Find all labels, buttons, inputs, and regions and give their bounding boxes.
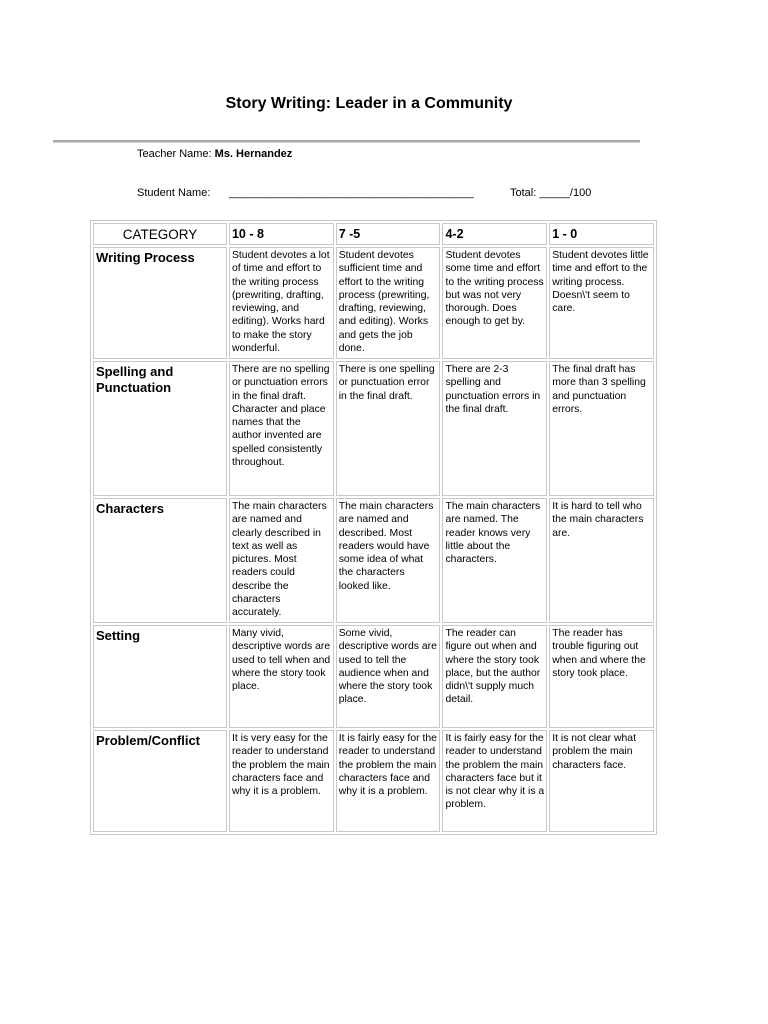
category-setting: Setting [93,625,227,728]
header-category: CATEGORY [93,223,227,245]
header-score-7-5: 7 -5 [336,223,441,245]
table-cell: Student devotes some time and effort to the writing process but was not very thorough. Does enough to get by. [442,247,547,359]
table-cell: There is one spelling or punctuation error in the final draft. [336,361,441,496]
table-cell: There are no spelling or punctuation errors in the final draft. Character and place names that the author invented are spelled consistently throughout. [229,361,334,496]
table-row [93,361,654,496]
category-characters: Characters [93,498,227,623]
table-row [93,247,654,359]
student-name-blank: ________________________________________ [229,187,474,199]
teacher-name-line [137,148,292,160]
table-cell: The main characters are named and clearly described in text as well as pictures. Most readers could describe the characters accurately. [229,498,334,623]
teacher-name: Ms. Hernandez [214,148,293,160]
category-writing-process: Writing Process [93,247,227,359]
table-cell: It is not clear what problem the main characters face. [549,730,654,832]
table-cell: The main characters are named and described. Most readers would have some idea of what the characters looked like. [336,498,441,623]
table-cell: Student devotes sufficient time and effort to the writing process (prewriting, drafting, reviewing, and editing). Works and gets the job done. [336,247,441,359]
table-cell: The final draft has more than 3 spelling and punctuation errors. [549,361,654,496]
table-row [93,625,654,728]
header-score-4-2: 4-2 [442,223,547,245]
table-cell: There are 2-3 spelling and punctuation errors in the final draft. [442,361,547,496]
category-problem-conflict: Problem/Conflict [93,730,227,832]
table-cell: The main characters are named. The reader knows very little about the characters. [442,498,547,623]
table-cell: It is fairly easy for the reader to understand the problem the main characters face and why it is a problem. [336,730,441,832]
category-spelling-punctuation: Spelling and Punctuation [93,361,227,496]
table-cell: The reader has trouble figuring out when and where the story took place. [549,625,654,728]
table-cell: Many vivid, descriptive words are used to tell when and where the story took place. [229,625,334,728]
table-row [93,498,654,623]
header-score-10-8: 10 - 8 [229,223,334,245]
table-cell: The reader can figure out when and where the story took place, but the author didn\'t supply much detail. [442,625,547,728]
table-cell: It is hard to tell who the main characters are. [549,498,654,623]
header-score-1-0: 1 - 0 [549,223,654,245]
student-label: Student Name: [137,187,211,199]
table-cell: It is fairly easy for the reader to understand the problem the main characters face but it is not clear why it is a problem. [442,730,547,832]
teacher-label: Teacher Name: [137,148,212,160]
table-row [93,730,654,832]
rubric-table [90,220,657,835]
rubric-header-row [93,223,654,245]
horizontal-divider [53,140,640,143]
document-title: Story Writing: Leader in a Community [225,95,513,112]
table-cell: It is very easy for the reader to understand the problem the main characters face and why it is a problem. [229,730,334,832]
table-cell: Student devotes little time and effort to the writing process. Doesn\'t seem to care. [549,247,654,359]
table-cell: Some vivid, descriptive words are used to tell the audience when and where the story took place. [336,625,441,728]
table-cell: Student devotes a lot of time and effort to the writing process (prewriting, drafting, reviewing, and editing). Works hard to make the story wonderful. [229,247,334,359]
total-score: Total: _____/100 [510,187,592,199]
